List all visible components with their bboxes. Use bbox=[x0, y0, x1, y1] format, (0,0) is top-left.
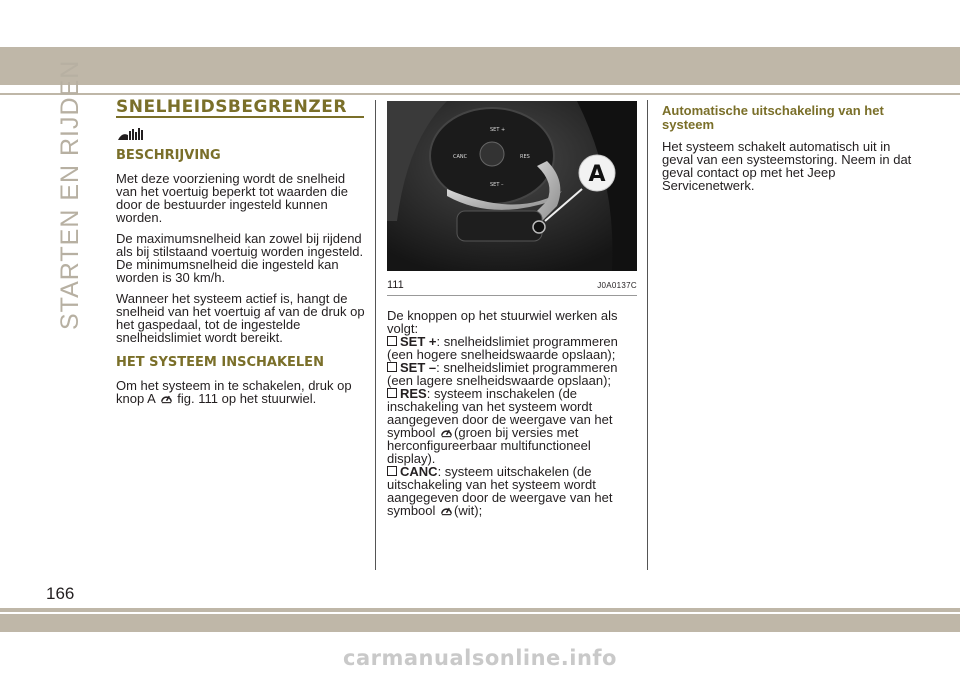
list-item-text: : systeem uitschakelen (de uitschakeling van het systeem wordt aangegeven door de weergave van het symbool bbox=[387, 464, 613, 518]
list-item-key: CANC bbox=[400, 464, 438, 479]
speed-limiter-badge-icon bbox=[116, 127, 366, 141]
list-item-text: (wit); bbox=[454, 503, 483, 518]
paragraph bbox=[116, 379, 366, 405]
header-band bbox=[0, 47, 960, 85]
figure-caption bbox=[387, 278, 637, 296]
column-middle bbox=[387, 101, 637, 517]
checkbox-bullet-icon bbox=[387, 466, 397, 476]
speed-limiter-symbol-icon bbox=[160, 392, 173, 404]
figure-label-res: RES bbox=[520, 154, 530, 160]
section-heading-auto-off: Automatische uitschakeling van het systeem bbox=[662, 103, 884, 132]
figure-label-set-plus: SET + bbox=[490, 127, 506, 133]
column-divider bbox=[375, 100, 376, 570]
list-item-text: (groen bij versies met herconfigureerbaar multifunctioneel display). bbox=[387, 425, 591, 466]
paragraph: De maximumsnelheid kan zowel bij rijdend als bij stilstaand voertuig worden ingesteld. De minimumsnelheid die ingesteld kan worden is 30 km/h. bbox=[116, 231, 364, 285]
page-title: SNELHEIDSBEGRENZER bbox=[116, 101, 364, 118]
column-left bbox=[116, 97, 366, 413]
figure-code: J0A0137C bbox=[597, 281, 637, 290]
figure-label-canc: CANC bbox=[453, 154, 468, 160]
list-item bbox=[387, 387, 637, 465]
paragraph: Met deze voorziening wordt de snelheid van het voertuig beperkt tot waarden die door de bestuurder ingesteld kunnen worden. bbox=[116, 171, 348, 225]
paragraph: Het systeem schakelt automatisch uit in geval van een systeemstoring. Neem in dat geval contact op met het Jeep Servicenetwerk. bbox=[662, 139, 912, 193]
list-item bbox=[387, 361, 637, 387]
page-number: 166 bbox=[46, 584, 75, 603]
footer-band bbox=[0, 608, 960, 632]
list-item-key: SET – bbox=[400, 360, 437, 375]
column-divider bbox=[647, 100, 648, 570]
list-item-text: : snelheidslimiet programmeren (een hogere snelheidswaarde opslaan); bbox=[387, 334, 618, 362]
list-item bbox=[387, 465, 637, 517]
list-item bbox=[387, 335, 637, 361]
paragraph-text: Om het systeem in te schakelen, druk op knop A bbox=[116, 378, 352, 406]
section-heading-description: BESCHRIJVING bbox=[116, 148, 221, 163]
steering-wheel-photo bbox=[387, 101, 637, 271]
figure-callout-a: A bbox=[588, 162, 606, 187]
speed-limiter-symbol-icon bbox=[440, 426, 453, 438]
list-item-key: RES bbox=[400, 386, 427, 401]
speed-limiter-symbol-icon bbox=[440, 504, 453, 516]
checkbox-bullet-icon bbox=[387, 336, 397, 346]
list-item-text: : systeem inschakelen (de inschakeling van het systeem wordt aangegeven door de weergave van het symbool bbox=[387, 386, 613, 440]
checkbox-bullet-icon bbox=[387, 362, 397, 372]
list-item-key: SET + bbox=[400, 334, 437, 349]
figure-number: 111 bbox=[387, 279, 404, 291]
header-rule bbox=[0, 93, 960, 95]
checkbox-bullet-icon bbox=[387, 388, 397, 398]
list-item-text: : snelheidslimiet programmeren (een lagere snelheidswaarde opslaan); bbox=[387, 360, 618, 388]
section-side-title: STARTEN EN RIJDEN bbox=[56, 59, 84, 330]
paragraph: Wanneer het systeem actief is, hangt de snelheid van het voertuig af van de druk op het gaspedaal, tot de ingestelde snelheidslimiet wordt bereikt. bbox=[116, 291, 365, 345]
column-right bbox=[662, 104, 912, 200]
section-heading-activate: HET SYSTEEM INSCHAKELEN bbox=[116, 355, 324, 370]
figure-label-set-minus: SET – bbox=[490, 182, 504, 188]
figure-reference: fig. 111 op het stuurwiel. bbox=[177, 391, 317, 406]
paragraph: De knoppen op het stuurwiel werken als volgt: bbox=[387, 308, 618, 336]
watermark: carmanualsonline.info bbox=[343, 646, 617, 670]
